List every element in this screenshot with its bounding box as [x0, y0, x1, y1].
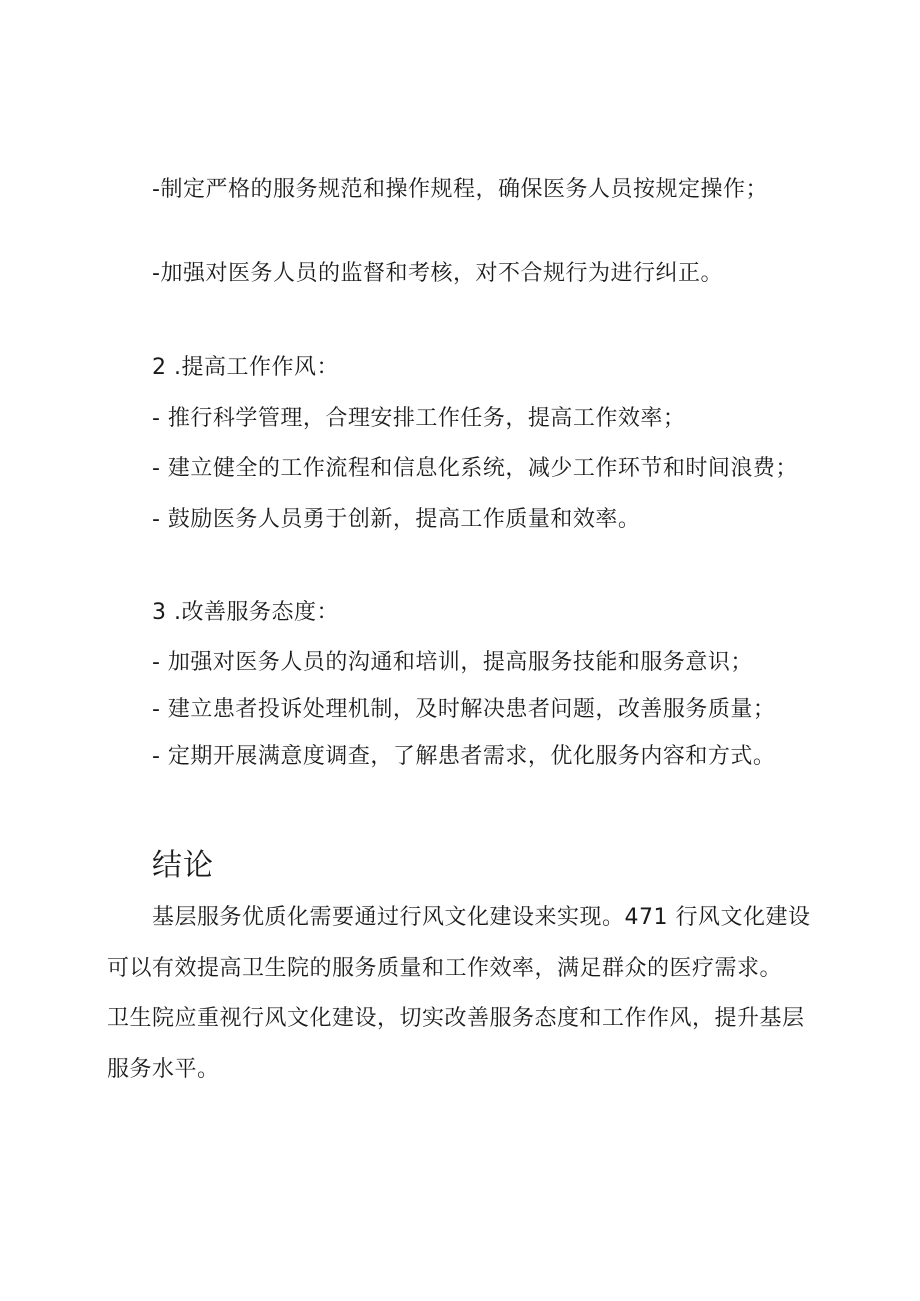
section1-bullet-1: -制定严格的服务规范和操作规程，确保医务人员按规定操作； [152, 177, 768, 202]
conclusion-line-3: 卫生院应重视行风文化建设，切实改善服务态度和工作作风，提升基层 [107, 1006, 805, 1031]
section2-bullet-3: - 鼓励医务人员勇于创新，提高工作质量和效率。 [152, 507, 641, 532]
conclusion-line-2: 可以有效提高卫生院的服务质量和工作效率，满足群众的医疗需求。 [107, 956, 783, 981]
section2-bullet-2: - 建立健全的工作流程和信息化系统，减少工作环节和时间浪费； [152, 456, 798, 481]
section3-bullet-3: - 定期开展满意度调查，了解患者需求，优化服务内容和方式。 [152, 744, 776, 769]
section2-heading: 2 .提高工作作风： [152, 355, 339, 380]
section3-heading: 3 .改善服务态度： [152, 600, 339, 625]
section2-bullet-1: - 推行科学管理，合理安排工作任务，提高工作效率； [152, 406, 686, 431]
section3-bullet-2: - 建立患者投诉处理机制，及时解决患者问题，改善服务质量； [152, 697, 776, 722]
section1-bullet-2: -加强对医务人员的监督和考核，对不合规行为进行纠正。 [152, 261, 723, 286]
section3-bullet-1: - 加强对医务人员的沟通和培训，提高服务技能和服务意识； [152, 650, 753, 675]
conclusion-line-1: 基层服务优质化需要通过行风文化建设来实现。471 行风文化建设 [152, 905, 811, 930]
conclusion-line-4: 服务水平。 [107, 1057, 220, 1082]
conclusion-title: 结论 [152, 849, 214, 882]
